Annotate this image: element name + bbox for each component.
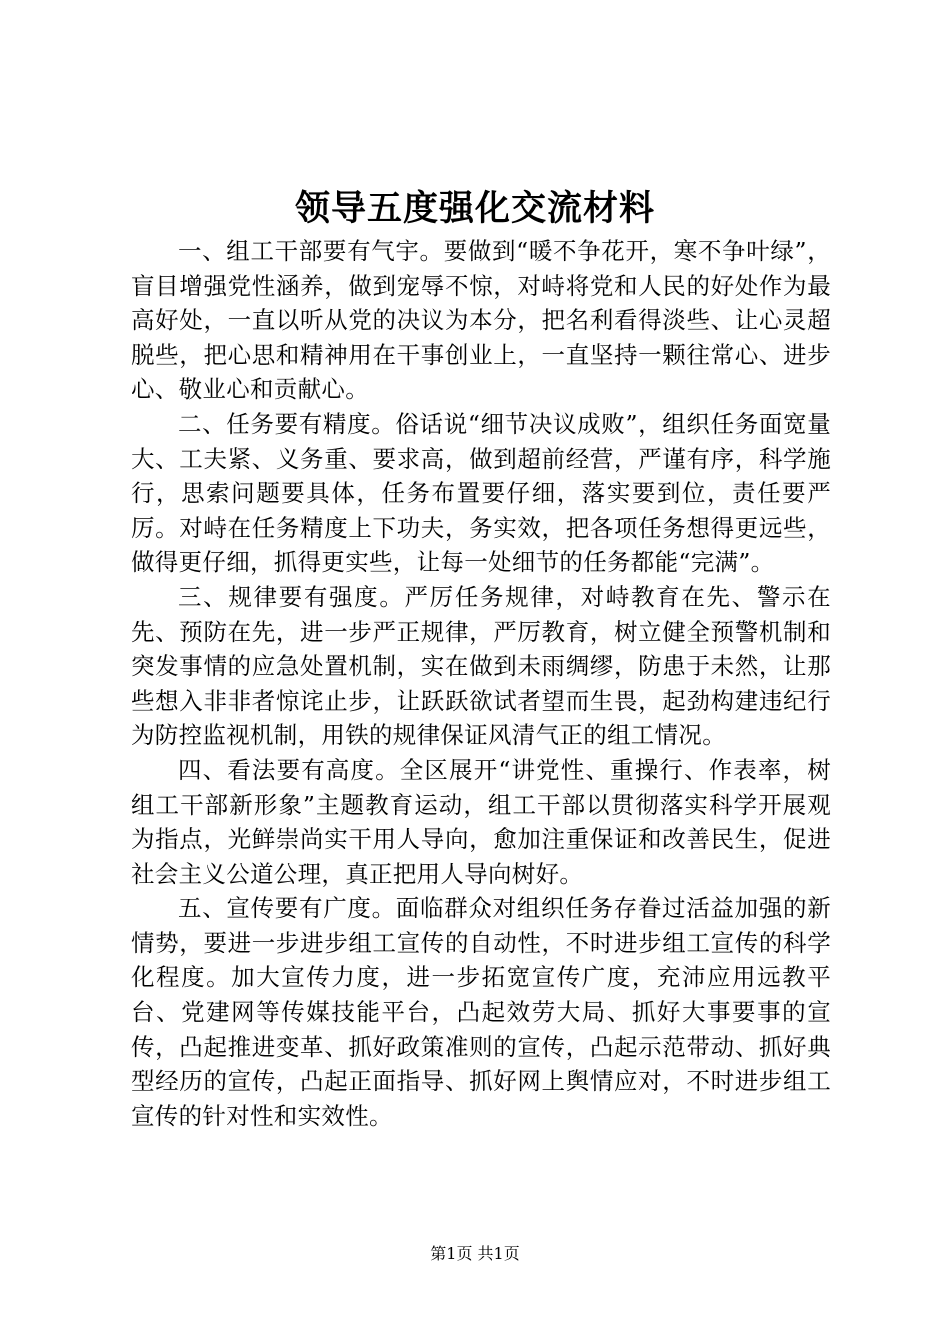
page-footer: 第1页 共1页	[430, 1244, 520, 1263]
paragraph-3: 三、规律要有强度。严厉任务规律，对峙教育在先、警示在先、预防在先，进一步严正规律，严厉教育，树立健全预警机制和突发事情的应急处置机制，实在做到未雨绸缪，防患于未然，让那些想入非非者惊诧止步，让跃跃欲试者望而生畏，起劲构建违纪行为防控监视机制，用铁的规律保证风清气正的组工情况。	[131, 582, 831, 750]
paragraph-5: 五、宣传要有广度。面临群众对组织任务存眷过活益加强的新情势，要进一步进步组工宣传的自动性，不时进步组工宣传的科学化程度。加大宣传力度，进一步拓宽宣传广度，充沛应用远教平台、党建网等传媒技能平台，凸起效劳大局、抓好大事要事的宣传，凸起推进变革、抓好政策准则的宣传，凸起示范带动、抓好典型经历的宣传，凸起正面指导、抓好网上舆情应对，不时进步组工宣传的针对性和实效性。	[131, 894, 831, 1130]
paragraph-1: 一、组工干部要有气宇。要做到“暖不争花开，寒不争叶绿”，盲目增强党性涵养，做到宠辱不惊，对峙将党和人民的好处作为最高好处，一直以听从党的决议为本分，把名利看得淡些、让心灵超脱些，把心思和精神用在干事创业上，一直坚持一颗往常心、进步心、敬业心和贡献心。	[131, 237, 831, 404]
paragraph-4: 四、看法要有高度。全区展开“讲党性、重操行、作表率，树组工干部新形象”主题教育运动，组工干部以贯彻落实科学开展观为指点，光鲜崇尚实干用人导向，愈加注重保证和改善民生，促进社会主义公道公理，真正把用人导向树好。	[131, 755, 831, 888]
document-body	[131, 234, 831, 1133]
document-title: 领导五度强化交流材料	[294, 188, 655, 229]
paragraph-2: 二、任务要有精度。俗话说“细节决议成败”，组织任务面宽量大、工夫紧、义务重、要求高，做到超前经营，严谨有序，科学施行，思索问题要具体，任务布置要仔细，落实要到位，责任要严厉。对峙在任务精度上下功夫，务实效，把各项任务想得更远些，做得更仔细，抓得更实些，让每一处细节的任务都能“完满”。	[131, 409, 831, 577]
